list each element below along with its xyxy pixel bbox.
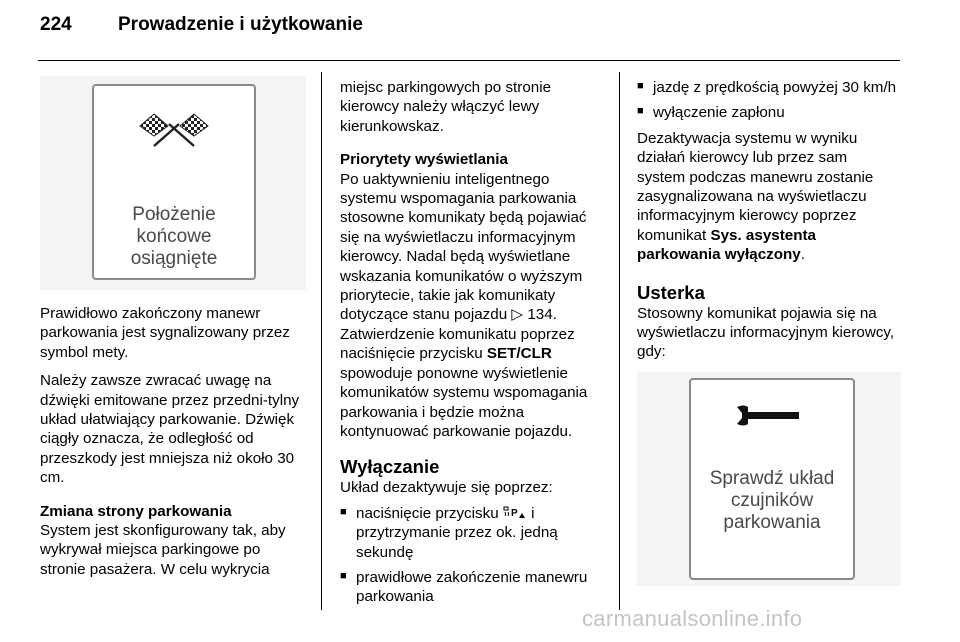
header-rule [38, 60, 900, 61]
column-3 [637, 78, 899, 586]
fault-illustration [637, 372, 901, 586]
section-heading: Usterka [637, 281, 705, 303]
paragraph-with-ref [340, 170, 605, 325]
paragraph: System jest skonfigurowany tak, aby wykrywał miejsca parkingowe po stronie pasażera. W celu wykrycia [40, 522, 286, 578]
list-item: ■ prawidłowe zakończenie manewru parkowania [340, 568, 605, 607]
list-text: naciśnięcie przycisku [356, 504, 499, 522]
panel-line: parkowania [723, 511, 821, 533]
paragraph-text: Po uaktywnieniu inteligentnego systemu wspomagania parkowania stosowne komunikaty będą pojawiać się na wyświetlaczu informacyjnym kierowcy. Nadal będą wyświetlane wskazania komunikatów o wyższym priorytecie, takie jak komunikaty dotyczące stanu pojazdu [340, 170, 587, 324]
display-panel-finish [92, 84, 256, 280]
list-item: ■ wyłączenie zapłonu [637, 103, 899, 122]
page-header [40, 14, 363, 36]
list-item: ■ jazdę z prędkością powyżej 30 km/h [637, 78, 899, 97]
finish-flags-icon [134, 112, 214, 150]
paragraph: Należy zawsze zwracać uwagę na dźwięki emitowane przez przedni-tylny układ ułatwiający parkowanie. Dźwięk ciągły oznacza, że odległość od przeszkody jest mniejsza niż około 30 cm. [40, 372, 300, 487]
panel-line: czujników [730, 489, 814, 511]
column-divider-left [321, 72, 322, 610]
paragraph-text: Dezaktywacja systemu w wyniku działań kierowcy lub przez sam system podczas manewru zostanie zasygnalizowana na wyświetlaczu informacyjnym kierowcy poprzez komunikat [637, 129, 874, 244]
panel-line: Sprawdź układ [709, 467, 835, 489]
panel-line: Położenie [132, 204, 216, 225]
paragraph: miejsc parkingowych po stronie kierowcy należy włączyć lewy kierunkowskaz. [340, 79, 552, 135]
subheading: Priorytety wyświetlania [340, 151, 508, 169]
cross-ref-page: 134. [527, 306, 557, 324]
page-title: Prowadzenie i użytkowanie [118, 14, 363, 35]
page-number: 224 [40, 14, 72, 35]
bullet-list [340, 504, 605, 607]
section-heading: Wyłączanie [340, 456, 440, 478]
finish-panel-text [94, 204, 254, 270]
column-1 [40, 78, 308, 588]
wrench-icon [735, 402, 805, 430]
column-divider-right [619, 72, 620, 610]
paragraph [637, 129, 899, 265]
list-item [340, 504, 605, 562]
panel-line: końcowe [136, 226, 212, 247]
finish-illustration [40, 76, 306, 290]
list-text: i przytrzymanie przez ok. jedną sekundę [356, 504, 558, 561]
display-panel-fault [689, 378, 855, 580]
subheading: Zmiana strony parkowania [40, 502, 232, 520]
panel-line: osiągnięte [130, 248, 218, 269]
paragraph: Prawidłowo zakończony manewr parkowania jest sygnalizowany przez symbol mety. [40, 305, 290, 361]
button-name: SET/CLR [486, 345, 552, 363]
paragraph: Układ dezaktywuje się poprzez: [340, 479, 553, 497]
bullet-list [637, 78, 899, 123]
paragraph-text: Zatwierdzenie komunikatu poprzez naciśnięcie przycisku [340, 325, 575, 363]
fault-panel-text [691, 468, 853, 534]
watermark: carmanualsonline.info [582, 606, 803, 631]
svg-text:P: P [510, 507, 518, 519]
paragraph [340, 325, 605, 441]
park-assist-icon [503, 505, 527, 520]
column-2 [340, 78, 605, 613]
message-name: Sys. asystenta parkowania wyłączony [637, 226, 817, 264]
cross-ref-icon: ▷ [511, 306, 524, 324]
paragraph-text: spowoduje ponowne wyświetlenie komunikatów systemu wspomagania parkowania i będzie można kontynuować parkowanie pojazdu. [340, 364, 588, 440]
paragraph-text: . [800, 246, 805, 264]
paragraph: Stosowny komunikat pojawia się na wyświetlaczu informacyjnym kierowcy, gdy: [637, 304, 895, 361]
